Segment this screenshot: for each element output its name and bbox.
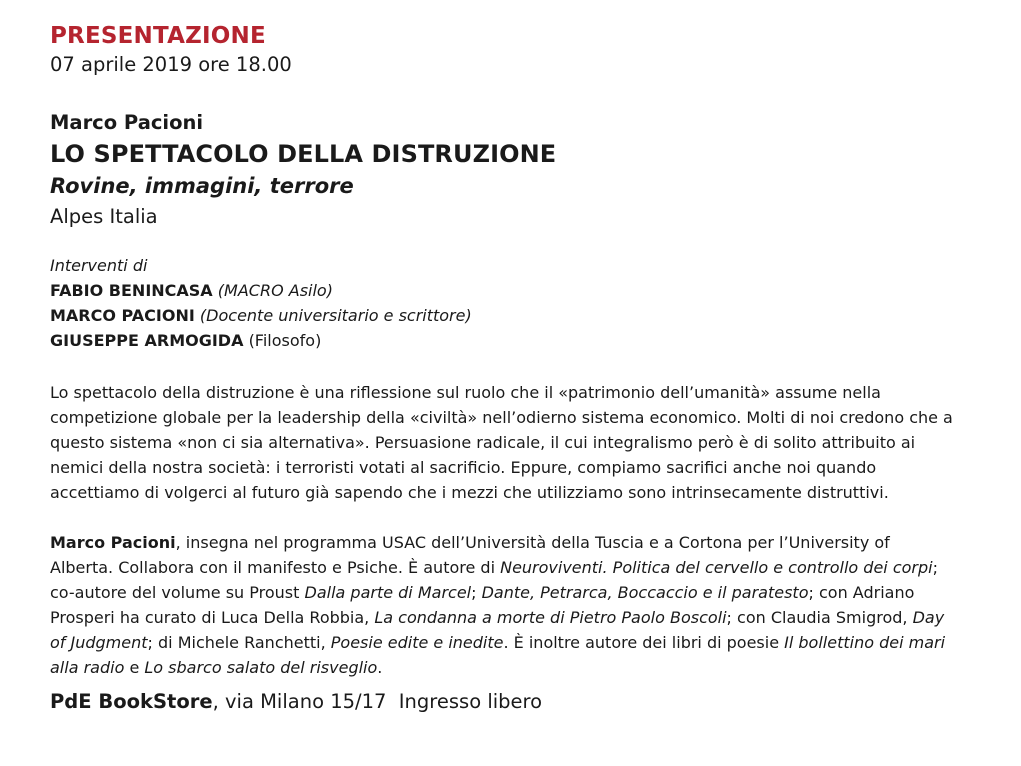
speaker-role: (MACRO Asilo) <box>217 281 333 300</box>
bio-work-title: Dante, Petrarca, Boccaccio e il paratesto <box>481 583 809 602</box>
venue-entry: Ingresso libero <box>398 690 543 713</box>
speaker-role: (Docente universitario e scrittore) <box>199 306 472 325</box>
bio-text: . <box>377 658 383 677</box>
bio-work-title: Dalla parte di Marcel <box>304 583 472 602</box>
speakers-section <box>50 253 970 353</box>
bio-work-title: Day of Judgment <box>50 608 945 652</box>
speaker-name: GIUSEPPE ARMOGIDA <box>50 331 244 350</box>
bio-text: e <box>124 658 145 677</box>
event-type: PRESENTAZIONE <box>50 23 266 49</box>
speaker-name: FABIO BENINCASA <box>50 281 213 300</box>
book-description: Lo spettacolo della distruzione è una riflessione sul ruolo che il «patrimonio dell’umanità» assume nella competizione globale per la leadership della «civiltà» nell’odierno sistema economico. Molti di noi credono che a questo sistema «non ci sia alternativa». Persuasione radicale, il cui integralismo però è di solito attribuito ai nemici della nostra società: i terroristi votati al sacrificio. Eppure, compiamo sacrifici anche noi quando accettiamo di volgerci al futuro già sapendo che i mezzi che utilizziamo sono intrinsecamente distruttivi. <box>50 383 953 502</box>
bio-text: , insegna nel programma USAC dell’Università della Tuscia e a Cortona per l’University of Alberta. Collabora con il manifesto e Psiche. È autore di <box>50 533 890 577</box>
bio-work-title: Il bollettino dei mari alla radio <box>50 633 946 677</box>
bio-work-title: Poesie edite e inedite <box>330 633 504 652</box>
book-author: Marco Pacioni <box>50 111 204 134</box>
speaker-row <box>50 278 970 303</box>
speaker-row <box>50 328 970 353</box>
bio-text: ; con Adriano Prosperi ha curato di Luca Della Robbia, <box>50 583 915 627</box>
speakers-intro: Interventi di <box>50 256 148 275</box>
bio-text: ; con Claudia Smigrod, <box>726 608 913 627</box>
venue-address: , via Milano 15/17 <box>212 690 387 713</box>
speaker-row <box>50 303 970 328</box>
bio-work-title: La condanna a morte di Pietro Paolo Boscoli <box>374 608 727 627</box>
event-datetime: 07 aprile 2019 ore 18.00 <box>50 53 292 76</box>
author-bio <box>50 530 955 680</box>
bio-text: ; <box>471 583 482 602</box>
book-title: LO SPETTACOLO DELLA DISTRUZIONE <box>50 140 557 168</box>
book-publisher: Alpes Italia <box>50 205 158 228</box>
bio-text: ; co-autore del volume su Proust <box>50 558 938 602</box>
bio-text: . È inoltre autore dei libri di poesie <box>503 633 785 652</box>
speaker-name: MARCO PACIONI <box>50 306 195 325</box>
bio-text: ; di Michele Ranchetti, <box>147 633 331 652</box>
flyer <box>50 20 970 716</box>
bio-work-title: Lo sbarco salato del risveglio <box>144 658 378 677</box>
speaker-role: (Filosofo) <box>248 331 322 350</box>
book-subtitle: Rovine, immagini, terrore <box>50 174 354 198</box>
venue-line <box>50 688 970 716</box>
venue-name: PdE BookStore <box>50 690 213 713</box>
bio-work-title: Neuroviventi. Politica del cervello e controllo dei corpi <box>500 558 933 577</box>
bio-author-name: Marco Pacioni <box>50 533 176 552</box>
